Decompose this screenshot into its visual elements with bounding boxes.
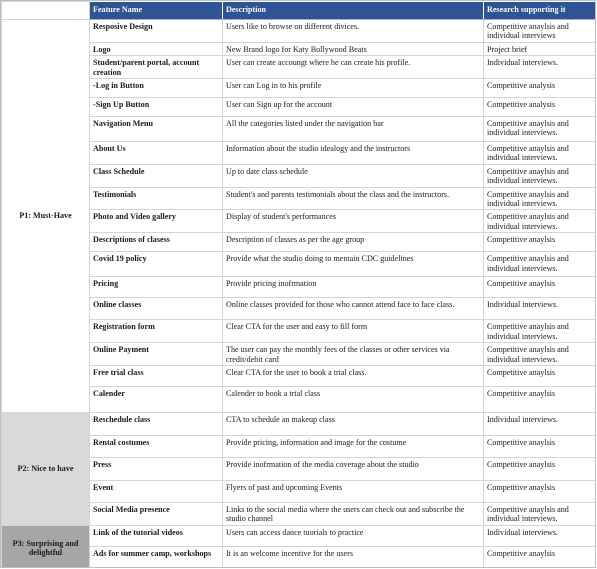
feature-name-cell: Student/parent portal, account creation <box>90 56 223 79</box>
description-cell: Description of classes as per the age group <box>223 233 484 252</box>
feature-name-column-header: Feature Name <box>90 2 223 20</box>
feature-name-cell: Link of the tutorial videos <box>90 525 223 546</box>
research-cell: Competitive anaylsis and individual interviews. <box>484 187 597 210</box>
description-cell: Student's and parents testimonials about the class and the instructors. <box>223 187 484 210</box>
table-row <box>2 42 597 55</box>
table-row <box>2 298 597 320</box>
feature-name-cell: Registration form <box>90 320 223 343</box>
research-cell: Competitive anaylsis and individual interviews. <box>484 252 597 277</box>
description-cell: Flyers of past and upcoming Events <box>223 480 484 502</box>
table-row <box>2 386 597 412</box>
table-row <box>2 435 597 457</box>
table-row <box>2 233 597 252</box>
table-row <box>2 20 597 43</box>
table-row <box>2 502 597 525</box>
feature-name-cell: Pricing <box>90 277 223 298</box>
description-cell: All the categories listed under the navigation bar <box>223 117 484 142</box>
feature-name-cell: Navigation Menu <box>90 117 223 142</box>
research-cell: Competitive anaylsis <box>484 480 597 502</box>
description-cell: Provide inofrmation of the media coverage about the studio <box>223 457 484 480</box>
research-cell: Individual interviews. <box>484 412 597 435</box>
table-row <box>2 412 597 435</box>
description-cell: Clear CTA for the user to book a trial class. <box>223 365 484 386</box>
table-row <box>2 142 597 165</box>
description-cell: Clear CTA for the user and easy to fill form <box>223 320 484 343</box>
table-row <box>2 277 597 298</box>
research-cell: Competitive anaylsis and individual interviews <box>484 20 597 43</box>
feature-name-cell: Photo and Video gallery <box>90 210 223 233</box>
description-cell: Provide what the studio doing to mentain CDC guidelines <box>223 252 484 277</box>
research-cell: Individual interviews. <box>484 298 597 320</box>
description-column-header: Description <box>223 2 484 20</box>
description-cell: Display of student's performances <box>223 210 484 233</box>
feature-name-cell: Resposive Design <box>90 20 223 43</box>
research-cell: Individual interviews. <box>484 525 597 546</box>
description-cell: Up to date class schedule <box>223 164 484 187</box>
table-row <box>2 164 597 187</box>
feature-name-cell: Class Schedule <box>90 164 223 187</box>
table-row <box>2 457 597 480</box>
description-cell: Provide pricing, information and image for the costume <box>223 435 484 457</box>
research-cell: Competitive anaylsis and individual interviews. <box>484 320 597 343</box>
description-cell: Information about the studio idealogy and the instructors <box>223 142 484 165</box>
feature-table <box>1 1 596 568</box>
research-cell: Competitive anaylsis and individual interviews. <box>484 210 597 233</box>
research-cell: Competitive anaylsis and individual interviews. <box>484 343 597 366</box>
feature-name-cell: -Log in Button <box>90 79 223 98</box>
priority-group-label: P3: Surprising and delightful <box>2 525 90 568</box>
feature-name-cell: Event <box>90 480 223 502</box>
priority-group-label: P1: Must-Have <box>2 20 90 413</box>
research-cell: Project brief <box>484 42 597 55</box>
table-row <box>2 252 597 277</box>
description-cell: Users like to browse on different divices. <box>223 20 484 43</box>
table-row <box>2 98 597 117</box>
feature-name-cell: About Us <box>90 142 223 165</box>
description-cell: User can Log in to his profile <box>223 79 484 98</box>
table-body <box>2 20 597 569</box>
research-cell: Competitive anaylsis <box>484 277 597 298</box>
table-row <box>2 320 597 343</box>
description-cell: User can Sign up for the account <box>223 98 484 117</box>
feature-name-cell: Press <box>90 457 223 480</box>
feature-name-cell: Testimonials <box>90 187 223 210</box>
table-row <box>2 480 597 502</box>
research-cell: Individual interviews. <box>484 56 597 79</box>
research-cell: Competitive analysis <box>484 98 597 117</box>
table-row <box>2 117 597 142</box>
feature-name-cell: Social Media presence <box>90 502 223 525</box>
research-cell: Competitive analysis <box>484 79 597 98</box>
priority-group-label: P2: Nice to have <box>2 412 90 525</box>
description-cell: Calender to book a trial class <box>223 386 484 412</box>
table-header-row <box>2 2 597 20</box>
feature-name-cell: Reschedule class <box>90 412 223 435</box>
table-row <box>2 56 597 79</box>
feature-name-cell: -Sign Up Button <box>90 98 223 117</box>
description-cell: New Brand logo for Katy Bollywood Beats <box>223 42 484 55</box>
research-cell: Competitive anaylsis and individual interviews. <box>484 502 597 525</box>
description-cell: CTA to schedule an makeup class <box>223 412 484 435</box>
description-cell: Online classes provided for those who cannot attend face to face class. <box>223 298 484 320</box>
description-cell: Links to the social media where the users can check out and subscribe the studio channel <box>223 502 484 525</box>
research-cell: Competitive anaylsis and individual interviews. <box>484 142 597 165</box>
table-row <box>2 365 597 386</box>
table-row <box>2 210 597 233</box>
research-cell: Competitive anaylsis <box>484 546 597 568</box>
description-cell: Users can access dance tuorials to practice <box>223 525 484 546</box>
description-cell: User can create accoungt where he can create his profile. <box>223 56 484 79</box>
table-row <box>2 525 597 546</box>
feature-name-cell: Ads for summer camp, workshops <box>90 546 223 568</box>
table-row <box>2 343 597 366</box>
research-cell: Competitive anaylsis and individual interviews. <box>484 117 597 142</box>
research-cell: Competitive anaylsis <box>484 435 597 457</box>
feature-name-cell: Online classes <box>90 298 223 320</box>
priority-column-header <box>2 2 90 20</box>
feature-name-cell: Rental costumes <box>90 435 223 457</box>
table-row <box>2 79 597 98</box>
table-row <box>2 546 597 568</box>
feature-name-cell: Free trial class <box>90 365 223 386</box>
research-cell: Competitive anaylsis <box>484 365 597 386</box>
feature-name-cell: Logo <box>90 42 223 55</box>
research-cell: Competitive anaylsis and individual interviews. <box>484 164 597 187</box>
feature-name-cell: Online Payment <box>90 343 223 366</box>
table-row <box>2 187 597 210</box>
description-cell: It is an welcome incentive for the users <box>223 546 484 568</box>
feature-name-cell: Calender <box>90 386 223 412</box>
description-cell: The user can pay the monthly fees of the classes or other services via credit/debit card <box>223 343 484 366</box>
feature-name-cell: Covid 19 policy <box>90 252 223 277</box>
research-cell: Competitive anaylsis <box>484 386 597 412</box>
research-cell: Competitive anaylsis <box>484 233 597 252</box>
feature-name-cell: Descriptions of clasess <box>90 233 223 252</box>
research-cell: Competitive anaylsis <box>484 457 597 480</box>
research-column-header: Research supporting it <box>484 2 597 20</box>
description-cell: Provide pricing inofrmation <box>223 277 484 298</box>
